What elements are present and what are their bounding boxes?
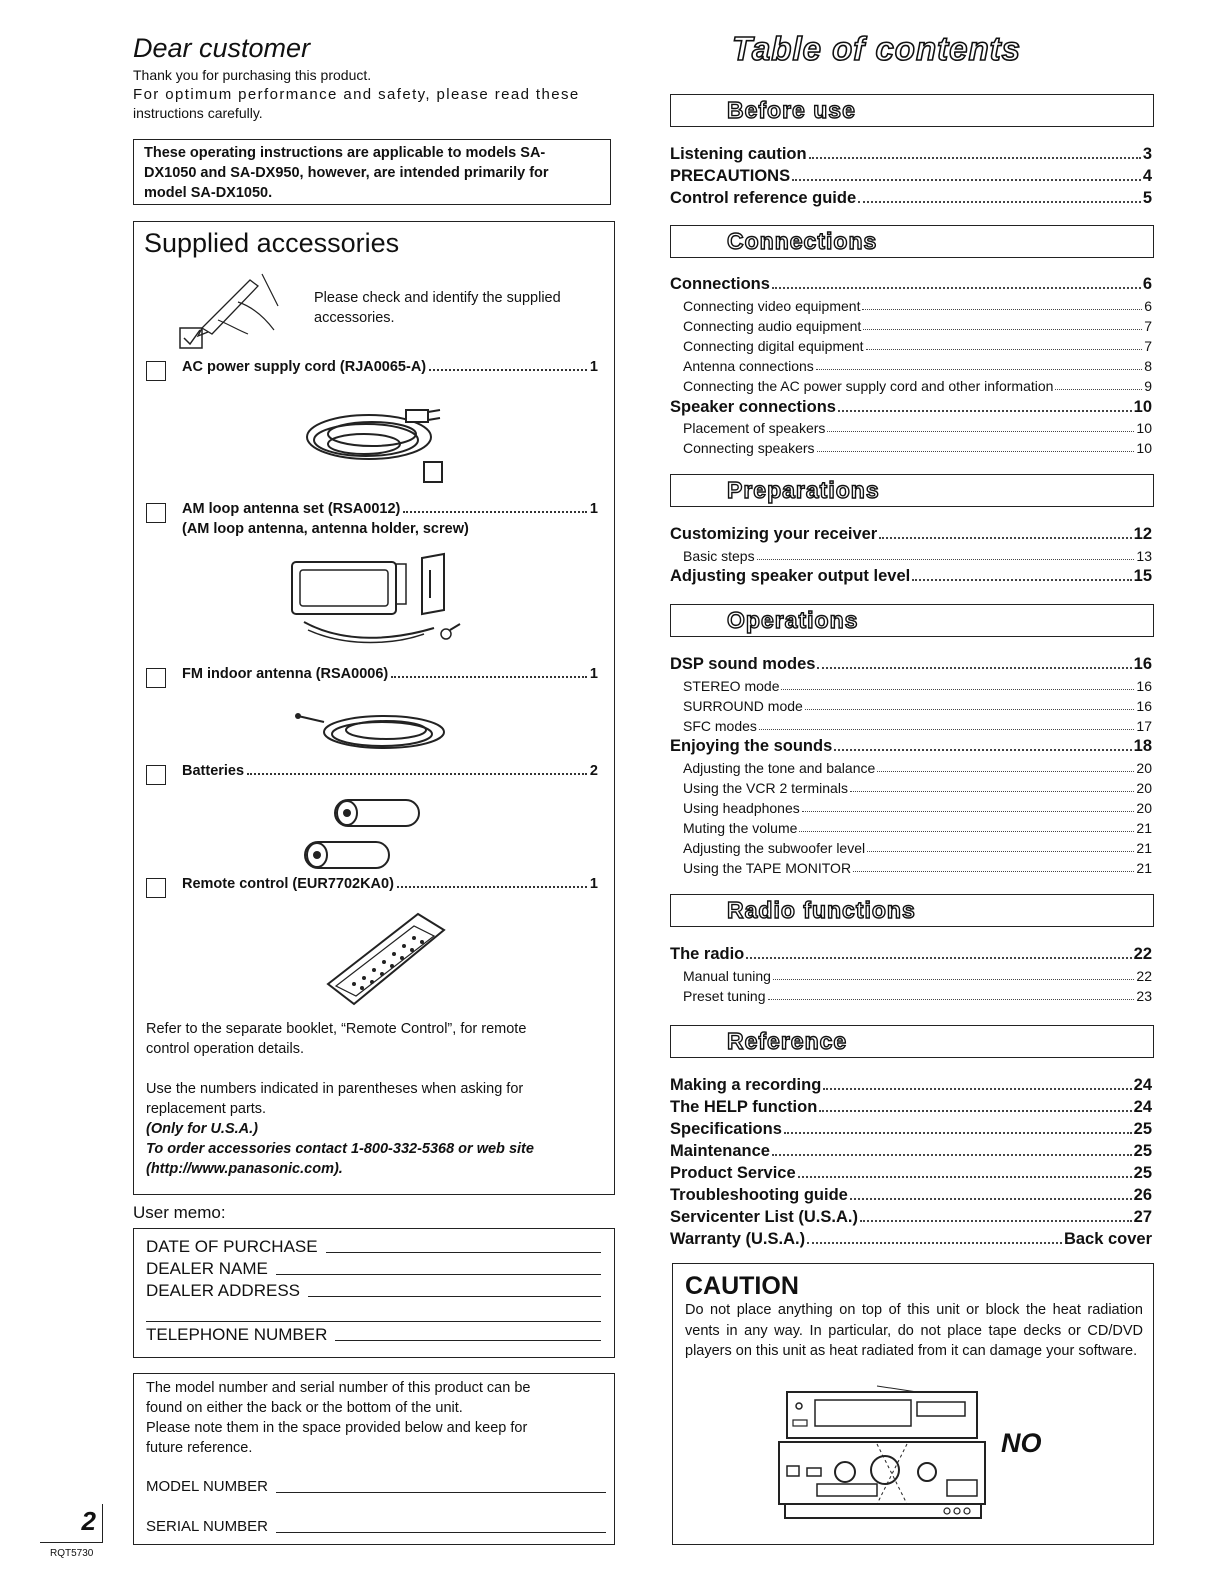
batteries-illustration [299,798,429,874]
toc-label: Connections [670,275,770,293]
memo-write-line[interactable] [326,1252,601,1253]
remote-control-illustration [314,910,454,1010]
toc-entry[interactable] [670,652,1152,674]
toc-label: Connecting video equipment [683,298,861,314]
toc-label: Adjusting the subwoofer level [683,840,866,856]
toc-subentry[interactable] [670,964,1152,984]
toc-section-operations [670,604,1154,637]
user-memo-label: User memo: [133,1203,226,1222]
toc-label: Manual tuning [683,968,771,984]
section-header: Connections [727,228,878,254]
toc-page: 16 [1133,655,1152,673]
serial-write-line[interactable] [276,1532,606,1533]
toc-subentry[interactable] [670,374,1152,394]
toc-page: 10 [1133,398,1152,416]
toc-label: Making a recording [670,1076,822,1094]
toc-page: 27 [1133,1208,1152,1226]
telephone-row [146,1325,601,1345]
note-line: replacement parts. [146,1101,267,1117]
toc-label: Troubleshooting guide [670,1186,848,1204]
models-note-line: These operating instructions are applicable to models SA- [144,145,546,161]
check-note-line: Please check and identify the supplied [314,290,561,306]
toc-page: 22 [1133,945,1152,963]
accessory-item-am-antenna [146,501,598,523]
accessory-item-remote [146,876,598,898]
toc-title: Table of contents [732,30,1021,67]
check-note [314,288,604,328]
models-note-box [133,139,611,205]
toc-label: Enjoying the sounds [670,737,833,755]
toc-label: The HELP function [670,1098,818,1116]
note-line: To order accessories contact 1-800-332-5368 or web site [146,1141,534,1157]
toc-subentry[interactable] [670,856,1152,876]
toc-label: Connecting audio equipment [683,318,862,334]
toc-label: Using the VCR 2 terminals [683,780,848,796]
toc-label: Specifications [670,1120,782,1138]
accessory-qty: 2 [589,763,598,779]
toc-page: 13 [1136,548,1152,564]
toc-subentry[interactable] [670,836,1152,856]
toc-label: Customizing your receiver [670,525,878,543]
caution-box [672,1263,1154,1545]
toc-section-radio-functions [670,894,1154,927]
toc-page: 10 [1136,420,1152,436]
dear-customer-title: Dear customer [133,33,311,63]
toc-entry[interactable] [670,734,1152,756]
accessory-qty: 1 [589,359,598,375]
toc-subentry[interactable] [670,544,1152,564]
serial-line: The model number and serial number of this product can be [146,1380,531,1396]
toc-page: 8 [1144,358,1152,374]
serial-line: future reference. [146,1440,253,1456]
toc-subentry[interactable] [670,294,1152,314]
toc-page: 7 [1144,318,1152,334]
check-note-line: accessories. [314,310,395,326]
toc-entry[interactable] [670,395,1152,417]
models-note-line: DX1050 and SA-DX950, however, are intended primarily for [144,165,549,181]
accessory-qty: 1 [589,501,598,517]
toc-page: 21 [1136,820,1152,836]
toc-entry[interactable] [670,1161,1152,1183]
memo-field-label: DATE OF PURCHASE [146,1237,318,1256]
toc-label: Control reference guide [670,189,857,207]
note-line: control operation details. [146,1041,304,1057]
note-line: (http://www.panasonic.com). [146,1161,343,1177]
accessory-label: Remote control (EUR7702KA0) [182,876,394,892]
toc-page: 20 [1136,760,1152,776]
toc-label: Adjusting the tone and balance [683,760,876,776]
toc-label: Connecting speakers [683,440,815,456]
memo-write-line[interactable] [308,1296,601,1297]
toc-subentry[interactable] [670,334,1152,354]
dealer-name-row [146,1259,601,1279]
toc-entry[interactable] [670,142,1152,164]
toc-label: Warranty (U.S.A.) [670,1230,806,1248]
toc-page: 22 [1136,968,1152,984]
toc-entry[interactable] [670,1095,1152,1117]
toc-label: PRECAUTIONS [670,167,791,185]
toc-page: 24 [1133,1098,1152,1116]
toc-page: 4 [1142,167,1152,185]
toc-label: SURROUND mode [683,698,803,714]
serial-line: Please note them in the space provided below and keep for [146,1420,528,1436]
accessory-label: Batteries [182,763,245,779]
intro-line: instructions carefully. [133,105,263,121]
accessory-checkbox[interactable] [146,765,166,785]
toc-section-reference [670,1025,1154,1058]
toc-page: 21 [1136,860,1152,876]
toc-entry[interactable] [670,1117,1152,1139]
page-number-box [40,1504,103,1543]
toc-entry[interactable] [670,522,1152,544]
toc-page: 26 [1133,1186,1152,1204]
toc-label: Placement of speakers [683,420,826,436]
memo-field-label: DEALER ADDRESS [146,1281,300,1300]
section-header: Operations [727,607,859,633]
toc-page: 16 [1136,678,1152,694]
toc-label: The radio [670,945,745,963]
toc-entry[interactable] [670,1183,1152,1205]
accessory-label: AC power supply cord (RJA0065-A) [182,359,427,375]
toc-subentry[interactable] [670,796,1152,816]
memo-field-label: DEALER NAME [146,1259,268,1278]
memo-write-line[interactable] [276,1274,601,1275]
model-number-row [146,1477,606,1497]
toc-page: 15 [1133,567,1152,585]
toc-subentry[interactable] [670,354,1152,374]
toc-label: Using the TAPE MONITOR [683,860,852,876]
toc-label: Product Service [670,1164,796,1182]
toc-subentry[interactable] [670,436,1152,456]
replacement-parts-note [146,1079,606,1179]
serial-number-row [146,1517,606,1537]
toc-page: 6 [1144,298,1152,314]
toc-entry[interactable] [670,1205,1152,1227]
toc-section-preparations [670,474,1154,507]
intro-line: Thank you for purchasing this product. [133,67,372,83]
fm-antenna-illustration [294,702,454,762]
toc-page: 25 [1133,1164,1152,1182]
toc-page: 20 [1136,800,1152,816]
serial-write-line[interactable] [276,1492,606,1493]
pen-check-icon [178,272,288,352]
accessory-checkbox[interactable] [146,503,166,523]
toc-entry[interactable] [670,564,1152,586]
toc-page: 20 [1136,780,1152,796]
memo-write-line[interactable] [335,1340,601,1341]
no-label: NO [1001,1428,1042,1458]
toc-page: Back cover [1063,1230,1152,1248]
note-line: Refer to the separate booklet, “Remote Control”, for remote [146,1021,527,1037]
remote-booklet-note [146,1019,606,1059]
toc-page: 21 [1136,840,1152,856]
toc-label: Servicenter List (U.S.A.) [670,1208,858,1226]
toc-page: 17 [1136,718,1152,734]
toc-label: Speaker connections [670,398,836,416]
toc-label: Using headphones [683,800,800,816]
toc-subentry[interactable] [670,674,1152,694]
toc-page: 24 [1133,1076,1152,1094]
ac-cord-illustration [294,392,454,492]
toc-subentry[interactable] [670,816,1152,836]
toc-entry[interactable] [670,272,1152,294]
accessories-title: Supplied accessories [144,228,400,258]
supplied-accessories-box [133,221,615,1195]
section-header: Radio functions [727,897,916,923]
intro-line: For optimum performance and safety, please read these [133,86,580,103]
note-line: Use the numbers indicated in parentheses when asking for [146,1081,524,1097]
toc-label: SFC modes [683,718,757,734]
toc-section-before-use [670,94,1154,127]
serial-number-box [133,1373,615,1545]
toc-subentry[interactable] [670,756,1152,776]
toc-entry[interactable] [670,186,1152,208]
toc-section-connections [670,225,1154,258]
toc-subentry[interactable] [670,776,1152,796]
toc-page: 5 [1142,189,1152,207]
toc-label: Antenna connections [683,358,814,374]
toc-subentry[interactable] [670,416,1152,436]
accessory-checkbox[interactable] [146,361,166,381]
toc-subentry[interactable] [670,714,1152,734]
toc-label: Connecting the AC power supply cord and other information [683,378,1054,394]
toc-page: 9 [1144,378,1152,394]
accessory-qty: 1 [589,666,598,682]
memo-write-line[interactable] [146,1321,601,1322]
am-antenna-illustration [284,550,474,650]
accessory-checkbox[interactable] [146,668,166,688]
toc-entry[interactable] [670,1227,1152,1249]
toc-entry[interactable] [670,942,1152,964]
user-memo-box [133,1228,615,1358]
serial-field-label: MODEL NUMBER [146,1478,268,1495]
memo-field-label: TELEPHONE NUMBER [146,1325,328,1344]
accessory-item-ac-cord [146,359,598,381]
toc-label: Maintenance [670,1142,770,1160]
toc-subentry[interactable] [670,984,1152,1004]
toc-page: 12 [1133,525,1152,543]
toc-label: Listening caution [670,145,807,163]
accessory-qty: 1 [589,876,598,892]
toc-page: 16 [1136,698,1152,714]
toc-label: Muting the volume [683,820,798,836]
toc-page: 18 [1133,737,1152,755]
toc-page: 6 [1142,275,1152,293]
toc-subentry[interactable] [670,314,1152,334]
accessory-checkbox[interactable] [146,878,166,898]
section-header: Before use [727,97,856,123]
caution-text: Do not place anything on top of this unit or block the heat radiation vents in any way. In particular, do not place tape decks or CD/DVD players on this unit as heat radiated from it can damage your software. [685,1302,1143,1359]
toc-label: Adjusting speaker output level [670,567,911,585]
toc-page: 25 [1133,1120,1152,1138]
toc-label: DSP sound modes [670,655,816,673]
serial-instructions [146,1378,604,1458]
stacked-equipment-illustration [777,1384,987,1524]
dealer-address-row [146,1281,601,1301]
toc-label: Connecting digital equipment [683,338,864,354]
toc-label: Preset tuning [683,988,766,1004]
toc-page: 3 [1142,145,1152,163]
page-number: 2 [81,1506,96,1536]
accessory-sub-label: (AM loop antenna, antenna holder, screw) [182,521,469,537]
toc-page: 25 [1133,1142,1152,1160]
toc-label: STEREO mode [683,678,780,694]
models-note-line: model SA-DX1050. [144,185,273,201]
accessory-label: AM loop antenna set (RSA0012) [182,501,401,517]
serial-line: found on either the back or the bottom of the unit. [146,1400,463,1416]
section-header: Preparations [727,477,880,503]
accessory-item-batteries [146,763,598,785]
note-line: (Only for U.S.A.) [146,1121,258,1137]
toc-subentry[interactable] [670,694,1152,714]
document-code: RQT5730 [50,1548,94,1559]
toc-entry[interactable] [670,1139,1152,1161]
toc-page: 10 [1136,440,1152,456]
intro-text [133,66,615,123]
toc-entry[interactable] [670,1073,1152,1095]
section-header: Reference [727,1028,848,1054]
toc-page: 23 [1136,988,1152,1004]
date-of-purchase-row [146,1237,601,1257]
toc-label: Basic steps [683,548,755,564]
accessory-item-fm-antenna [146,666,598,688]
serial-field-label: SERIAL NUMBER [146,1518,268,1535]
accessory-label: FM indoor antenna (RSA0006) [182,666,389,682]
toc-entry[interactable] [670,164,1152,186]
caution-title: CAUTION [685,1272,799,1300]
toc-page: 7 [1144,338,1152,354]
